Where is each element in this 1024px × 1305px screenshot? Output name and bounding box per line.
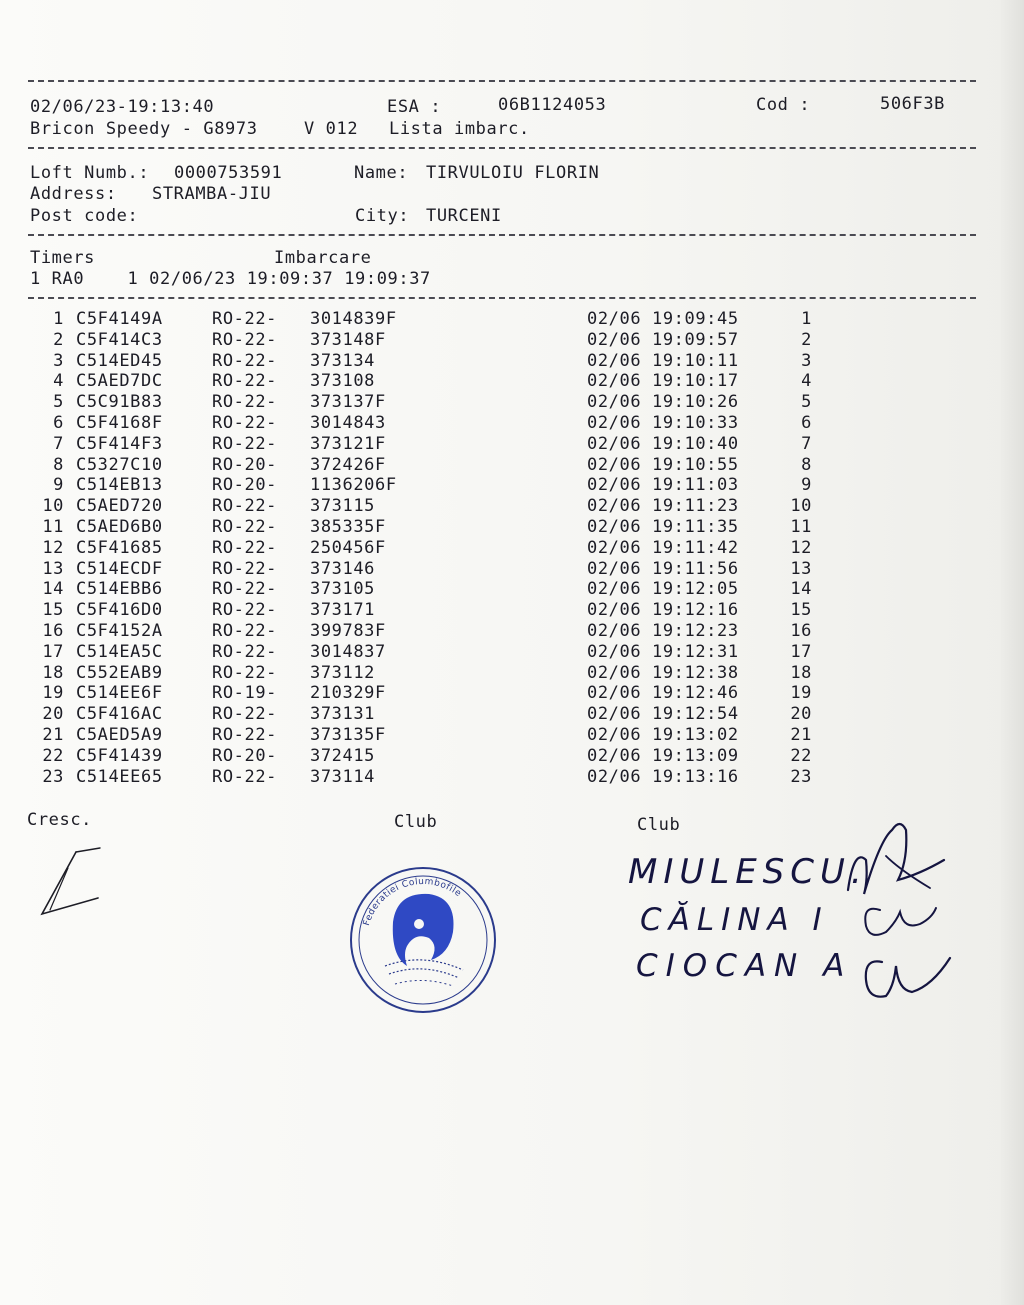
print-datetime: 02/06/23-19:13:40 xyxy=(30,97,215,117)
bird-ring-number: 373105 xyxy=(310,579,376,600)
bird-ring-number: 3014839F xyxy=(310,309,397,329)
bird-index: 23 xyxy=(42,766,64,787)
bird-ring-prefix: RO-22- xyxy=(212,558,278,579)
bird-arrival-time: 02/06 19:10:33 xyxy=(587,413,739,433)
bird-chip-id: C514EE6F xyxy=(76,683,163,704)
cresc-label: Cresc. xyxy=(27,810,93,830)
bird-ring-number: 1136206F xyxy=(310,475,397,496)
bird-ring-prefix: RO-22- xyxy=(212,329,278,350)
bird-rank: 20 xyxy=(790,704,812,725)
bird-ring-prefix: RO-22- xyxy=(212,725,278,745)
bird-ring-prefix: RO-20- xyxy=(212,745,278,766)
bird-rank: 23 xyxy=(790,766,812,787)
bird-chip-id: C5F414C3 xyxy=(76,329,163,350)
bird-index: 19 xyxy=(42,683,64,704)
timer-line: 1 RA0 1 02/06/23 19:09:37 19:09:37 xyxy=(30,269,431,289)
bird-ring-prefix: RO-22- xyxy=(212,371,278,392)
cod-label: Cod : xyxy=(756,95,811,115)
bird-row xyxy=(0,392,1024,413)
bird-rank: 2 xyxy=(801,329,812,350)
bird-chip-id: C5F41439 xyxy=(76,745,163,766)
bird-ring-prefix: RO-22- xyxy=(212,579,278,600)
bird-index: 22 xyxy=(42,745,64,766)
bird-chip-id: C5AED6B0 xyxy=(76,517,163,537)
bird-ring-number: 373131 xyxy=(310,704,376,725)
bird-row xyxy=(0,434,1024,455)
bird-index: 11 xyxy=(42,517,64,537)
bird-ring-prefix: RO-19- xyxy=(212,683,278,704)
bird-chip-id: C5F4168F xyxy=(76,413,163,433)
bird-ring-prefix: RO-22- xyxy=(212,392,278,413)
bird-ring-prefix: RO-20- xyxy=(212,475,278,496)
bird-ring-number: 372426F xyxy=(310,454,386,475)
bird-ring-number: 373115 xyxy=(310,496,376,517)
bird-index: 10 xyxy=(42,496,64,517)
divider-top xyxy=(28,80,976,82)
divider-header xyxy=(28,147,976,149)
address-value: STRAMBA-JIU xyxy=(152,184,272,204)
club-stamp xyxy=(345,862,501,1018)
bird-chip-id: C514ECDF xyxy=(76,558,163,579)
city-value: TURCENI xyxy=(426,206,502,226)
esa-value: 06B1124053 xyxy=(498,95,607,115)
bird-index: 15 xyxy=(42,600,64,621)
bird-ring-prefix: RO-22- xyxy=(212,641,278,662)
bird-rank: 12 xyxy=(790,537,812,558)
bird-arrival-time: 02/06 19:12:38 xyxy=(587,662,739,683)
bird-index: 14 xyxy=(42,579,64,600)
handwritten-name-3: CIOCAN A xyxy=(636,948,853,984)
bird-arrival-time: 02/06 19:13:02 xyxy=(587,725,739,745)
bird-rank: 11 xyxy=(790,517,812,537)
bird-ring-number: 373146 xyxy=(310,558,376,579)
bird-arrival-time: 02/06 19:11:35 xyxy=(587,517,739,537)
bird-chip-id: C5F4149A xyxy=(76,309,163,329)
bird-ring-number: 373148F xyxy=(310,329,386,350)
bird-index: 1 xyxy=(53,309,64,329)
bird-row xyxy=(0,559,1024,580)
bird-ring-prefix: RO-20- xyxy=(212,454,278,475)
imbarcare-label: Imbarcare xyxy=(274,248,372,268)
bird-arrival-time: 02/06 19:10:26 xyxy=(587,392,739,413)
cresc-signature xyxy=(36,840,116,925)
bird-chip-id: C5327C10 xyxy=(76,454,163,475)
bird-index: 13 xyxy=(42,558,64,579)
bird-ring-prefix: RO-22- xyxy=(212,350,278,371)
divider-owner xyxy=(28,234,976,236)
bird-rank: 15 xyxy=(790,600,812,621)
bird-index: 18 xyxy=(42,662,64,683)
bird-arrival-time: 02/06 19:12:16 xyxy=(587,600,739,621)
bird-arrival-time: 02/06 19:09:45 xyxy=(587,309,739,329)
esa-label: ESA : xyxy=(387,97,442,117)
bird-arrival-time: 02/06 19:10:40 xyxy=(587,433,739,454)
club-signatures xyxy=(840,800,960,1020)
bird-row xyxy=(0,496,1024,517)
bird-row xyxy=(0,475,1024,496)
handwritten-name-2: CĂLINA I xyxy=(640,902,829,938)
bird-row xyxy=(0,579,1024,600)
bird-arrival-time: 02/06 19:12:54 xyxy=(587,704,739,725)
bird-ring-number: 373121F xyxy=(310,433,386,454)
bird-index: 6 xyxy=(53,413,64,433)
club-label-left: Club xyxy=(394,812,438,832)
bird-arrival-time: 02/06 19:12:46 xyxy=(587,683,739,704)
bird-index: 9 xyxy=(53,475,64,496)
bird-arrival-time: 02/06 19:10:17 xyxy=(587,371,739,392)
bird-row xyxy=(0,767,1024,788)
bird-index: 21 xyxy=(42,725,64,745)
bird-row xyxy=(0,642,1024,663)
bird-index: 3 xyxy=(53,350,64,371)
bird-row xyxy=(0,517,1024,538)
bird-chip-id: C5F4152A xyxy=(76,621,163,641)
bird-arrival-time: 02/06 19:11:56 xyxy=(587,558,739,579)
bird-chip-id: C5F414F3 xyxy=(76,433,163,454)
bird-rank: 22 xyxy=(790,745,812,766)
bird-ring-number: 372415 xyxy=(310,745,376,766)
bird-rank: 13 xyxy=(790,558,812,579)
bird-index: 7 xyxy=(53,433,64,454)
bird-ring-number: 373137F xyxy=(310,392,386,413)
bird-index: 5 xyxy=(53,392,64,413)
bird-arrival-time: 02/06 19:10:55 xyxy=(587,454,739,475)
bird-row xyxy=(0,683,1024,704)
bird-ring-prefix: RO-22- xyxy=(212,621,278,641)
postcode-label: Post code: xyxy=(30,206,139,226)
bird-rank: 16 xyxy=(790,621,812,641)
bird-index: 12 xyxy=(42,537,64,558)
bird-arrival-time: 02/06 19:12:23 xyxy=(587,621,739,641)
bird-row xyxy=(0,746,1024,767)
bird-chip-id: C514ED45 xyxy=(76,350,163,371)
bird-arrival-time: 02/06 19:13:09 xyxy=(587,745,739,766)
bird-ring-number: 210329F xyxy=(310,683,386,704)
city-label: City: xyxy=(355,206,410,226)
bird-index: 17 xyxy=(42,641,64,662)
bird-row xyxy=(0,413,1024,434)
bird-rank: 6 xyxy=(801,413,812,433)
bird-chip-id: C514EBB6 xyxy=(76,579,163,600)
bird-ring-number: 399783F xyxy=(310,621,386,641)
bird-rank: 9 xyxy=(801,475,812,496)
bird-arrival-time: 02/06 19:11:03 xyxy=(587,475,739,496)
club-label-right: Club xyxy=(637,815,681,835)
bird-ring-number: 3014837 xyxy=(310,641,386,662)
bird-ring-prefix: RO-22- xyxy=(212,309,278,329)
bird-chip-id: C5AED5A9 xyxy=(76,725,163,745)
document-title: Lista imbarc. xyxy=(389,119,530,139)
bird-index: 16 xyxy=(42,621,64,641)
bird-ring-prefix: RO-22- xyxy=(212,413,278,433)
bird-chip-id: C552EAB9 xyxy=(76,662,163,683)
bird-row xyxy=(0,704,1024,725)
divider-timers xyxy=(28,297,976,299)
bird-chip-id: C514EA5C xyxy=(76,641,163,662)
bird-row xyxy=(0,725,1024,746)
bird-row xyxy=(0,330,1024,351)
bird-ring-prefix: RO-22- xyxy=(212,600,278,621)
bird-arrival-time: 02/06 19:13:16 xyxy=(587,766,739,787)
bird-chip-id: C5AED720 xyxy=(76,496,163,517)
bird-rank: 14 xyxy=(790,579,812,600)
bird-index: 4 xyxy=(53,371,64,392)
bird-rank: 7 xyxy=(801,433,812,454)
bird-row xyxy=(0,621,1024,642)
bird-arrival-time: 02/06 19:09:57 xyxy=(587,329,739,350)
bird-chip-id: C5F416D0 xyxy=(76,600,163,621)
bird-ring-number: 373134 xyxy=(310,350,376,371)
bird-ring-prefix: RO-22- xyxy=(212,662,278,683)
name-value: TIRVULOIU FLORIN xyxy=(426,163,600,183)
bird-ring-number: 385335F xyxy=(310,517,386,537)
bird-row xyxy=(0,351,1024,372)
loft-number-value: 0000753591 xyxy=(174,163,283,183)
bird-ring-prefix: RO-22- xyxy=(212,496,278,517)
bird-arrival-time: 02/06 19:11:42 xyxy=(587,537,739,558)
bird-chip-id: C5C91B83 xyxy=(76,392,163,413)
bird-arrival-time: 02/06 19:12:31 xyxy=(587,641,739,662)
bird-ring-number: 373135F xyxy=(310,725,386,745)
bird-ring-number: 373171 xyxy=(310,600,376,621)
bird-rank: 3 xyxy=(801,350,812,371)
bird-chip-id: C514EB13 xyxy=(76,475,163,496)
stamp-ring-text: Federatiei Columbofile xyxy=(361,876,463,927)
bird-row xyxy=(0,371,1024,392)
bird-index: 2 xyxy=(53,329,64,350)
bird-rank: 10 xyxy=(790,496,812,517)
bird-chip-id: C5AED7DC xyxy=(76,371,163,392)
bird-ring-prefix: RO-22- xyxy=(212,766,278,787)
bird-ring-prefix: RO-22- xyxy=(212,433,278,454)
bird-ring-prefix: RO-22- xyxy=(212,517,278,537)
bird-row xyxy=(0,309,1024,330)
bird-index: 20 xyxy=(42,704,64,725)
bird-chip-id: C5F416AC xyxy=(76,704,163,725)
bird-row xyxy=(0,538,1024,559)
handwritten-name-1: MIULESCU. xyxy=(628,852,868,892)
bird-rank: 5 xyxy=(801,392,812,413)
bird-ring-number: 3014843 xyxy=(310,413,386,433)
bird-ring-number: 373108 xyxy=(310,371,376,392)
bird-arrival-time: 02/06 19:12:05 xyxy=(587,579,739,600)
bird-rank: 17 xyxy=(790,641,812,662)
bird-ring-number: 250456F xyxy=(310,537,386,558)
bird-rank: 8 xyxy=(801,454,812,475)
bird-ring-number: 373114 xyxy=(310,766,376,787)
bird-chip-id: C514EE65 xyxy=(76,766,163,787)
bird-row xyxy=(0,600,1024,621)
loft-number-label: Loft Numb.: xyxy=(30,163,150,183)
bird-row xyxy=(0,455,1024,476)
bird-rank: 18 xyxy=(790,662,812,683)
app-version: V 012 xyxy=(304,119,359,139)
cod-value: 506F3B xyxy=(880,94,946,114)
bird-chip-id: C5F41685 xyxy=(76,537,163,558)
bird-ring-prefix: RO-22- xyxy=(212,704,278,725)
app-name: Bricon Speedy - G8973 xyxy=(30,119,258,139)
bird-rank: 1 xyxy=(801,309,812,329)
bird-ring-prefix: RO-22- xyxy=(212,537,278,558)
bird-index: 8 xyxy=(53,454,64,475)
bird-rank: 19 xyxy=(790,683,812,704)
bird-ring-number: 373112 xyxy=(310,662,376,683)
bird-row xyxy=(0,663,1024,684)
bird-rank: 4 xyxy=(801,371,812,392)
bird-rank: 21 xyxy=(790,725,812,745)
timers-label: Timers xyxy=(30,248,96,268)
address-label: Address: xyxy=(30,184,117,204)
bird-arrival-time: 02/06 19:11:23 xyxy=(587,496,739,517)
bird-arrival-time: 02/06 19:10:11 xyxy=(587,350,739,371)
name-label: Name: xyxy=(354,163,409,183)
